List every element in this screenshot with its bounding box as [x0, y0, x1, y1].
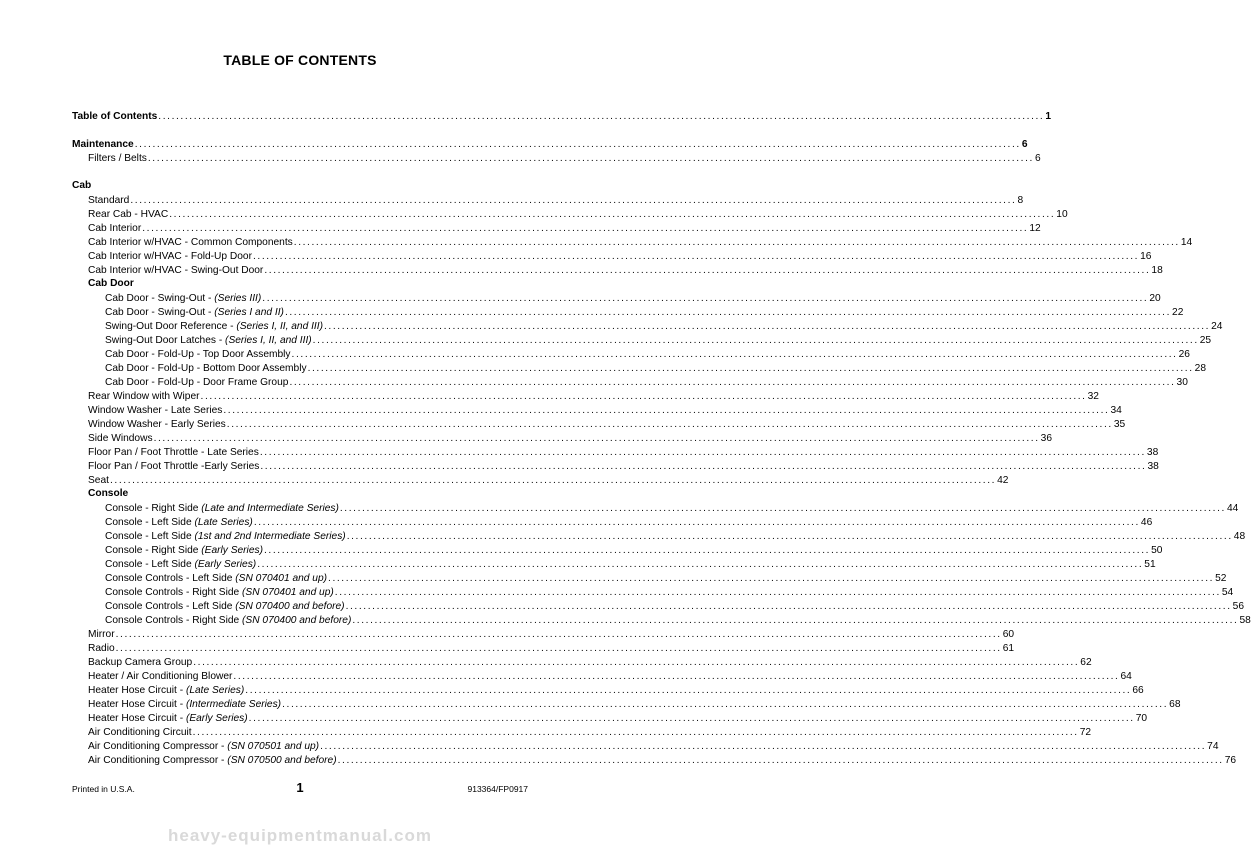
- toc-entry-text: Rear Window with Wiper: [88, 391, 200, 402]
- toc-leader-dots: ........................................................................................................................................................................................................: [253, 251, 1140, 262]
- toc-leader-dots: ........................................................................................................................................................................................................: [115, 629, 1002, 640]
- toc-entry-label: [88, 656, 192, 669]
- toc-entry[interactable]: [105, 557, 1156, 571]
- toc-entry-series: (SN 070501 and up): [227, 741, 320, 752]
- toc-entry-text: Air Conditioning Circuit: [88, 727, 192, 738]
- toc-leader-dots: ........................................................................................................................................................................................................: [169, 209, 1056, 220]
- toc-entry-series: (SN 070401 and up): [242, 587, 334, 598]
- toc-leader-dots: ........................................................................................................................................................................................................: [289, 377, 1176, 388]
- toc-entry-text: Cab Door - Fold-Up - Bottom Door Assembly: [105, 363, 307, 374]
- toc-page-number: 16: [1140, 251, 1152, 262]
- toc-leader-dots: ........................................................................................................................................................................................................: [284, 307, 1172, 318]
- toc-entry-label: [105, 586, 334, 599]
- toc-entry-label: [88, 460, 259, 473]
- toc-entry-text: Floor Pan / Foot Throttle -Early Series: [88, 461, 260, 472]
- toc-entry[interactable]: [88, 655, 1092, 669]
- toc-entry-label: [88, 390, 200, 403]
- toc-page-number: 6: [1034, 153, 1041, 164]
- toc-entry[interactable]: [105, 375, 1188, 389]
- toc-entry[interactable]: [105, 347, 1190, 361]
- toc-page-number: 24: [1211, 321, 1223, 332]
- toc-leader-dots: ........................................................................................................................................................................................................: [142, 223, 1029, 234]
- toc-entry-text: Cab Door - Swing-Out -: [105, 293, 215, 304]
- toc-entry[interactable]: [88, 445, 1159, 459]
- toc-entry-label: [105, 572, 327, 585]
- toc-page-number: 56: [1232, 601, 1244, 612]
- toc-entry[interactable]: [72, 137, 1028, 151]
- toc-page-number: 64: [1120, 671, 1132, 682]
- toc-leader-dots: ........................................................................................................................................................................................................: [291, 349, 1178, 360]
- toc-entry-label: [88, 642, 115, 655]
- toc-entry[interactable]: [88, 403, 1122, 417]
- toc-page-number: 70: [1135, 713, 1148, 724]
- toc-page-number: 61: [1002, 643, 1015, 654]
- toc-entry-text: Maintenance: [72, 139, 134, 150]
- toc-page-number: 30: [1176, 377, 1188, 388]
- toc-entry-text: Mirror: [88, 629, 115, 640]
- toc-entry-series: (Intermediate Series): [185, 699, 282, 710]
- toc-leader-dots: ........................................................................................................................................................................................................: [192, 727, 1079, 738]
- toc-page-number: 35: [1113, 419, 1126, 430]
- toc-entry[interactable]: [88, 249, 1152, 263]
- toc-entry-label: [72, 110, 157, 123]
- toc-entry-label: [88, 194, 129, 207]
- toc-entry-text: Console Controls - Left Side: [105, 573, 236, 584]
- toc-page-number: 50: [1151, 545, 1163, 556]
- page-title: TABLE OF CONTENTS: [223, 52, 377, 68]
- toc-entry-text: Air Conditioning Compressor -: [88, 755, 228, 766]
- toc-entry-text: Cab Door - Fold-Up - Top Door Assembly: [105, 349, 291, 360]
- toc-entry[interactable]: [72, 109, 1052, 123]
- toc-entry-label: [88, 628, 115, 641]
- toc-page-number: 12: [1029, 223, 1041, 234]
- toc-leader-dots: ........................................................................................................................................................................................................: [259, 447, 1146, 458]
- toc-leader-dots: ........................................................................................................................................................................................................: [282, 699, 1169, 710]
- toc-entry[interactable]: [105, 613, 1251, 627]
- toc-page-number: 38: [1147, 461, 1159, 472]
- toc-entry[interactable]: [88, 193, 1024, 207]
- toc-entry-label: [88, 446, 259, 459]
- toc-entry-series: (SN 070400 and before): [235, 601, 345, 612]
- toc-entry-series: (Late and Intermediate Series): [201, 503, 339, 514]
- toc-entry[interactable]: [105, 585, 1234, 599]
- toc-entry-text: Console Controls - Right Side: [105, 615, 243, 626]
- toc-page-number: 36: [1040, 433, 1052, 444]
- toc-entry-text: Cab Door - Swing-Out -: [105, 307, 215, 318]
- toc-entry-series: (SN 070401 and up): [235, 573, 328, 584]
- toc-entry-label: [105, 362, 307, 375]
- toc-leader-dots: ........................................................................................................................................................................................................: [153, 433, 1040, 444]
- toc-leader-dots: ........................................................................................................................................................................................................: [147, 153, 1034, 164]
- toc-section-heading: Cab Door: [88, 278, 134, 289]
- toc-entry-label: [88, 754, 337, 767]
- toc-entry-text: Cab Door - Fold-Up - Door Frame Group: [105, 377, 289, 388]
- toc-entry[interactable]: [105, 529, 1246, 543]
- toc-entry-label: [88, 418, 226, 431]
- toc-entry[interactable]: [105, 543, 1163, 557]
- toc-entry-text: Backup Camera Group: [88, 657, 193, 668]
- toc-entry-series: (Late Series): [194, 517, 253, 528]
- toc-entry-label: [105, 292, 261, 305]
- toc-entry[interactable]: [88, 459, 1159, 473]
- toc-entry-label: [105, 348, 291, 361]
- toc-entry[interactable]: [88, 711, 1148, 725]
- toc-leader-dots: ........................................................................................................................................................................................................: [352, 615, 1239, 626]
- toc-page-number: 74: [1207, 741, 1219, 752]
- toc-entry-label: [105, 334, 312, 347]
- toc-entry-series: (Series I, II, and III): [236, 321, 323, 332]
- toc-page-number: 52: [1215, 573, 1227, 584]
- toc-entry-series: (Late Series): [185, 685, 245, 696]
- toc-entry[interactable]: [88, 151, 1041, 165]
- watermark: heavy-equipmentmanual.com: [167, 826, 432, 845]
- toc-entry[interactable]: [88, 641, 1015, 655]
- toc-entry-label: [88, 474, 109, 487]
- footer-doc-code: 913364/FP0917: [467, 784, 528, 794]
- toc-leader-dots: ........................................................................................................................................................................................................: [130, 195, 1017, 206]
- toc-page-number: 34: [1110, 405, 1122, 416]
- toc-entry-text: Heater / Air Conditioning Blower: [88, 671, 233, 682]
- toc-entry[interactable]: [88, 725, 1092, 739]
- toc-entry-text: Heater Hose Circuit -: [88, 713, 186, 724]
- toc-entry[interactable]: [88, 473, 1009, 487]
- toc-entry[interactable]: [88, 389, 1099, 403]
- toc-entry-label: [88, 152, 147, 165]
- toc-entry-label: [88, 712, 248, 725]
- toc-entry-label: [105, 530, 346, 543]
- toc-entry[interactable]: [88, 753, 1237, 767]
- toc-page-number: 58: [1239, 615, 1251, 626]
- toc-entry-text: Console - Left Side: [105, 531, 195, 542]
- toc-page-number: 6: [1021, 139, 1028, 150]
- toc-entry[interactable]: [105, 319, 1223, 333]
- toc-entry-text: Cab Interior: [88, 223, 142, 234]
- toc-entry[interactable]: [88, 697, 1181, 711]
- toc-entry-text: Radio: [88, 643, 115, 654]
- toc-entry-text: Window Washer - Late Series: [88, 405, 223, 416]
- toc-leader-dots: ........................................................................................................................................................................................................: [323, 321, 1211, 332]
- toc-page-number: 66: [1132, 685, 1144, 696]
- toc-entry-label: [88, 264, 263, 277]
- footer-page-number: 1: [296, 780, 304, 795]
- toc-entry[interactable]: [105, 305, 1184, 319]
- toc-entry[interactable]: [105, 361, 1206, 375]
- toc-entry[interactable]: [105, 515, 1153, 529]
- toc-entry-label: [105, 600, 345, 613]
- toc-entry[interactable]: [88, 221, 1041, 235]
- toc-page-number: 22: [1172, 307, 1184, 318]
- toc-page-number: 25: [1199, 335, 1212, 346]
- toc-entry[interactable]: [88, 683, 1144, 697]
- toc-entry-label: [105, 558, 256, 571]
- toc-leader-dots: ........................................................................................................................................................................................................: [158, 111, 1045, 122]
- toc-leader-dots: ........................................................................................................................................................................................................: [115, 643, 1002, 654]
- toc-entry[interactable]: [88, 235, 1193, 249]
- toc-leader-dots: ........................................................................................................................................................................................................: [245, 685, 1132, 696]
- toc-entry[interactable]: [88, 627, 1015, 641]
- toc-entry-text: Rear Cab - HVAC: [88, 209, 169, 220]
- toc-entry-text: Cab Interior w/HVAC - Fold-Up Door: [88, 251, 252, 262]
- toc-entry-series: (Early Series): [194, 559, 257, 570]
- toc-leader-dots: ........................................................................................................................................................................................................: [248, 713, 1135, 724]
- toc-entry-series: (SN 070400 and before): [242, 615, 352, 626]
- toc-leader-dots: ........................................................................................................................................................................................................: [253, 517, 1140, 528]
- toc-entry-text: Side Windows: [88, 433, 153, 444]
- toc-leader-dots: ........................................................................................................................................................................................................: [262, 293, 1149, 304]
- toc-entry[interactable]: [105, 291, 1161, 305]
- toc-leader-dots: ........................................................................................................................................................................................................: [193, 657, 1080, 668]
- toc-entry-series: (Early Series): [185, 713, 248, 724]
- toc-entry-series: (Early Series): [201, 545, 263, 556]
- toc-leader-dots: ........................................................................................................................................................................................................: [226, 419, 1113, 430]
- toc-entry-series: (SN 070500 and before): [227, 755, 337, 766]
- toc-entry[interactable]: [88, 263, 1163, 277]
- toc-entry-label: [88, 208, 168, 221]
- toc-entry-label: [88, 432, 153, 445]
- toc-entry[interactable]: [105, 501, 1239, 515]
- toc-leader-dots: ........................................................................................................................................................................................................: [233, 671, 1120, 682]
- toc-page-number: 26: [1178, 349, 1190, 360]
- toc-entry-label: [88, 726, 192, 739]
- toc-entry[interactable]: [88, 669, 1132, 683]
- toc-page-number: 20: [1149, 293, 1161, 304]
- toc-entry-series: (1st and 2nd Intermediate Series): [194, 531, 346, 542]
- toc-leader-dots: ........................................................................................................................................................................................................: [263, 545, 1151, 556]
- toc-entry[interactable]: [88, 739, 1219, 753]
- toc-page-number: 76: [1224, 755, 1237, 766]
- toc-page-number: 38: [1146, 447, 1159, 458]
- toc-entry-series: (Series I and II): [214, 307, 284, 318]
- toc-page-number: 8: [1017, 195, 1024, 206]
- toc-entry-text: Heater Hose Circuit -: [88, 685, 186, 696]
- footer-printed: Printed in U.S.A.: [72, 784, 135, 794]
- toc-entry-label: [105, 306, 284, 319]
- toc-leader-dots: ........................................................................................................................................................................................................: [334, 587, 1221, 598]
- toc-entry-label: [105, 376, 288, 389]
- toc-entry-text: Swing-Out Door Reference -: [105, 321, 237, 332]
- toc-entry-label: [88, 222, 141, 235]
- toc-page-number: 44: [1226, 503, 1239, 514]
- toc-leader-dots: ........................................................................................................................................................................................................: [257, 559, 1144, 570]
- toc-entry-text: Heater Hose Circuit -: [88, 699, 186, 710]
- toc-entry-label: [88, 698, 281, 711]
- toc-entry-label: [105, 544, 263, 557]
- toc-page-number: 42: [997, 475, 1009, 486]
- toc-page-number: 51: [1144, 559, 1156, 570]
- toc-entry-text: Console - Right Side: [105, 503, 202, 514]
- toc-leader-dots: ........................................................................................................................................................................................................: [337, 755, 1224, 766]
- toc-leader-dots: ........................................................................................................................................................................................................: [223, 405, 1110, 416]
- toc-entry-label: [88, 236, 293, 249]
- toc-entry-label: [105, 502, 339, 515]
- toc-leader-dots: ........................................................................................................................................................................................................: [339, 503, 1226, 514]
- toc-leader-dots: ........................................................................................................................................................................................................: [346, 531, 1233, 542]
- toc-entry-text: Console Controls - Right Side: [105, 587, 243, 598]
- toc-entry-series: (Series I, II, and III): [225, 335, 312, 346]
- toc-leader-dots: ........................................................................................................................................................................................................: [320, 741, 1207, 752]
- toc-entry-label: [88, 250, 252, 263]
- toc-page-number: 32: [1087, 391, 1099, 402]
- toc-entry-text: Cab Interior w/HVAC - Swing-Out Door: [88, 265, 264, 276]
- toc-page-number: 60: [1002, 629, 1015, 640]
- toc-leader-dots: ........................................................................................................................................................................................................: [307, 363, 1194, 374]
- toc-entry[interactable]: [88, 207, 1068, 221]
- toc-entry-label: [88, 740, 319, 753]
- toc-entry-text: Standard: [88, 195, 130, 206]
- toc-entry-text: Table of Contents: [72, 111, 158, 122]
- toc-page-number: 1: [1045, 111, 1052, 122]
- toc-entry[interactable]: [105, 571, 1227, 585]
- toc-page-number: 10: [1056, 209, 1068, 220]
- toc-entry-label: [88, 670, 232, 683]
- toc-section-heading: Console: [88, 488, 129, 499]
- toc-entry-text: Console - Left Side: [105, 517, 195, 528]
- toc-leader-dots: ........................................................................................................................................................................................................: [134, 139, 1021, 150]
- toc-page-number: 68: [1169, 699, 1181, 710]
- toc-entry-text: Console Controls - Left Side: [105, 601, 236, 612]
- toc-entry-series: (Series III): [214, 293, 262, 304]
- toc-page-number: 18: [1151, 265, 1163, 276]
- toc-page-number: 14: [1180, 237, 1193, 248]
- toc-leader-dots: ........................................................................................................................................................................................................: [328, 573, 1215, 584]
- toc-section-heading: Cab: [72, 180, 92, 191]
- toc-page-number: 28: [1194, 363, 1206, 374]
- toc-page-number: 46: [1140, 517, 1153, 528]
- toc-page-number: 72: [1079, 727, 1092, 738]
- toc-entry-text: Seat: [88, 475, 109, 486]
- toc-entry[interactable]: [88, 431, 1052, 445]
- toc-page-number: 62: [1080, 657, 1092, 668]
- toc-leader-dots: ........................................................................................................................................................................................................: [312, 335, 1199, 346]
- toc-leader-dots: ........................................................................................................................................................................................................: [345, 601, 1232, 612]
- toc-entry-text: Console - Right Side: [105, 545, 202, 556]
- toc-leader-dots: ........................................................................................................................................................................................................: [109, 475, 997, 486]
- toc-entry[interactable]: [88, 417, 1126, 431]
- toc-entry-label: [88, 684, 244, 697]
- toc-leader-dots: ........................................................................................................................................................................................................: [293, 237, 1180, 248]
- toc-entry-text: Filters / Belts: [88, 153, 147, 164]
- toc-leader-dots: ........................................................................................................................................................................................................: [200, 391, 1087, 402]
- toc-leader-dots: ........................................................................................................................................................................................................: [260, 461, 1147, 472]
- toc-entry-text: Swing-Out Door Latches -: [105, 335, 226, 346]
- toc-entry[interactable]: [105, 599, 1244, 613]
- toc-entry-text: Cab Interior w/HVAC - Common Components: [88, 237, 293, 248]
- toc-entry-text: Console - Left Side: [105, 559, 195, 570]
- toc-entry-text: Air Conditioning Compressor -: [88, 741, 228, 752]
- toc-entry-label: [105, 614, 351, 627]
- toc-entry[interactable]: [105, 333, 1212, 347]
- toc-entry-label: [105, 320, 323, 333]
- toc-page-number: 48: [1233, 531, 1246, 542]
- toc-entry-text: Floor Pan / Foot Throttle - Late Series: [88, 447, 259, 458]
- toc-entry-label: [88, 404, 222, 417]
- toc-entry-text: Window Washer - Early Series: [88, 419, 226, 430]
- toc-leader-dots: ........................................................................................................................................................................................................: [264, 265, 1151, 276]
- toc-entry-label: [105, 516, 253, 529]
- toc-entry-label: [72, 138, 134, 151]
- toc-page-number: 54: [1221, 587, 1234, 598]
